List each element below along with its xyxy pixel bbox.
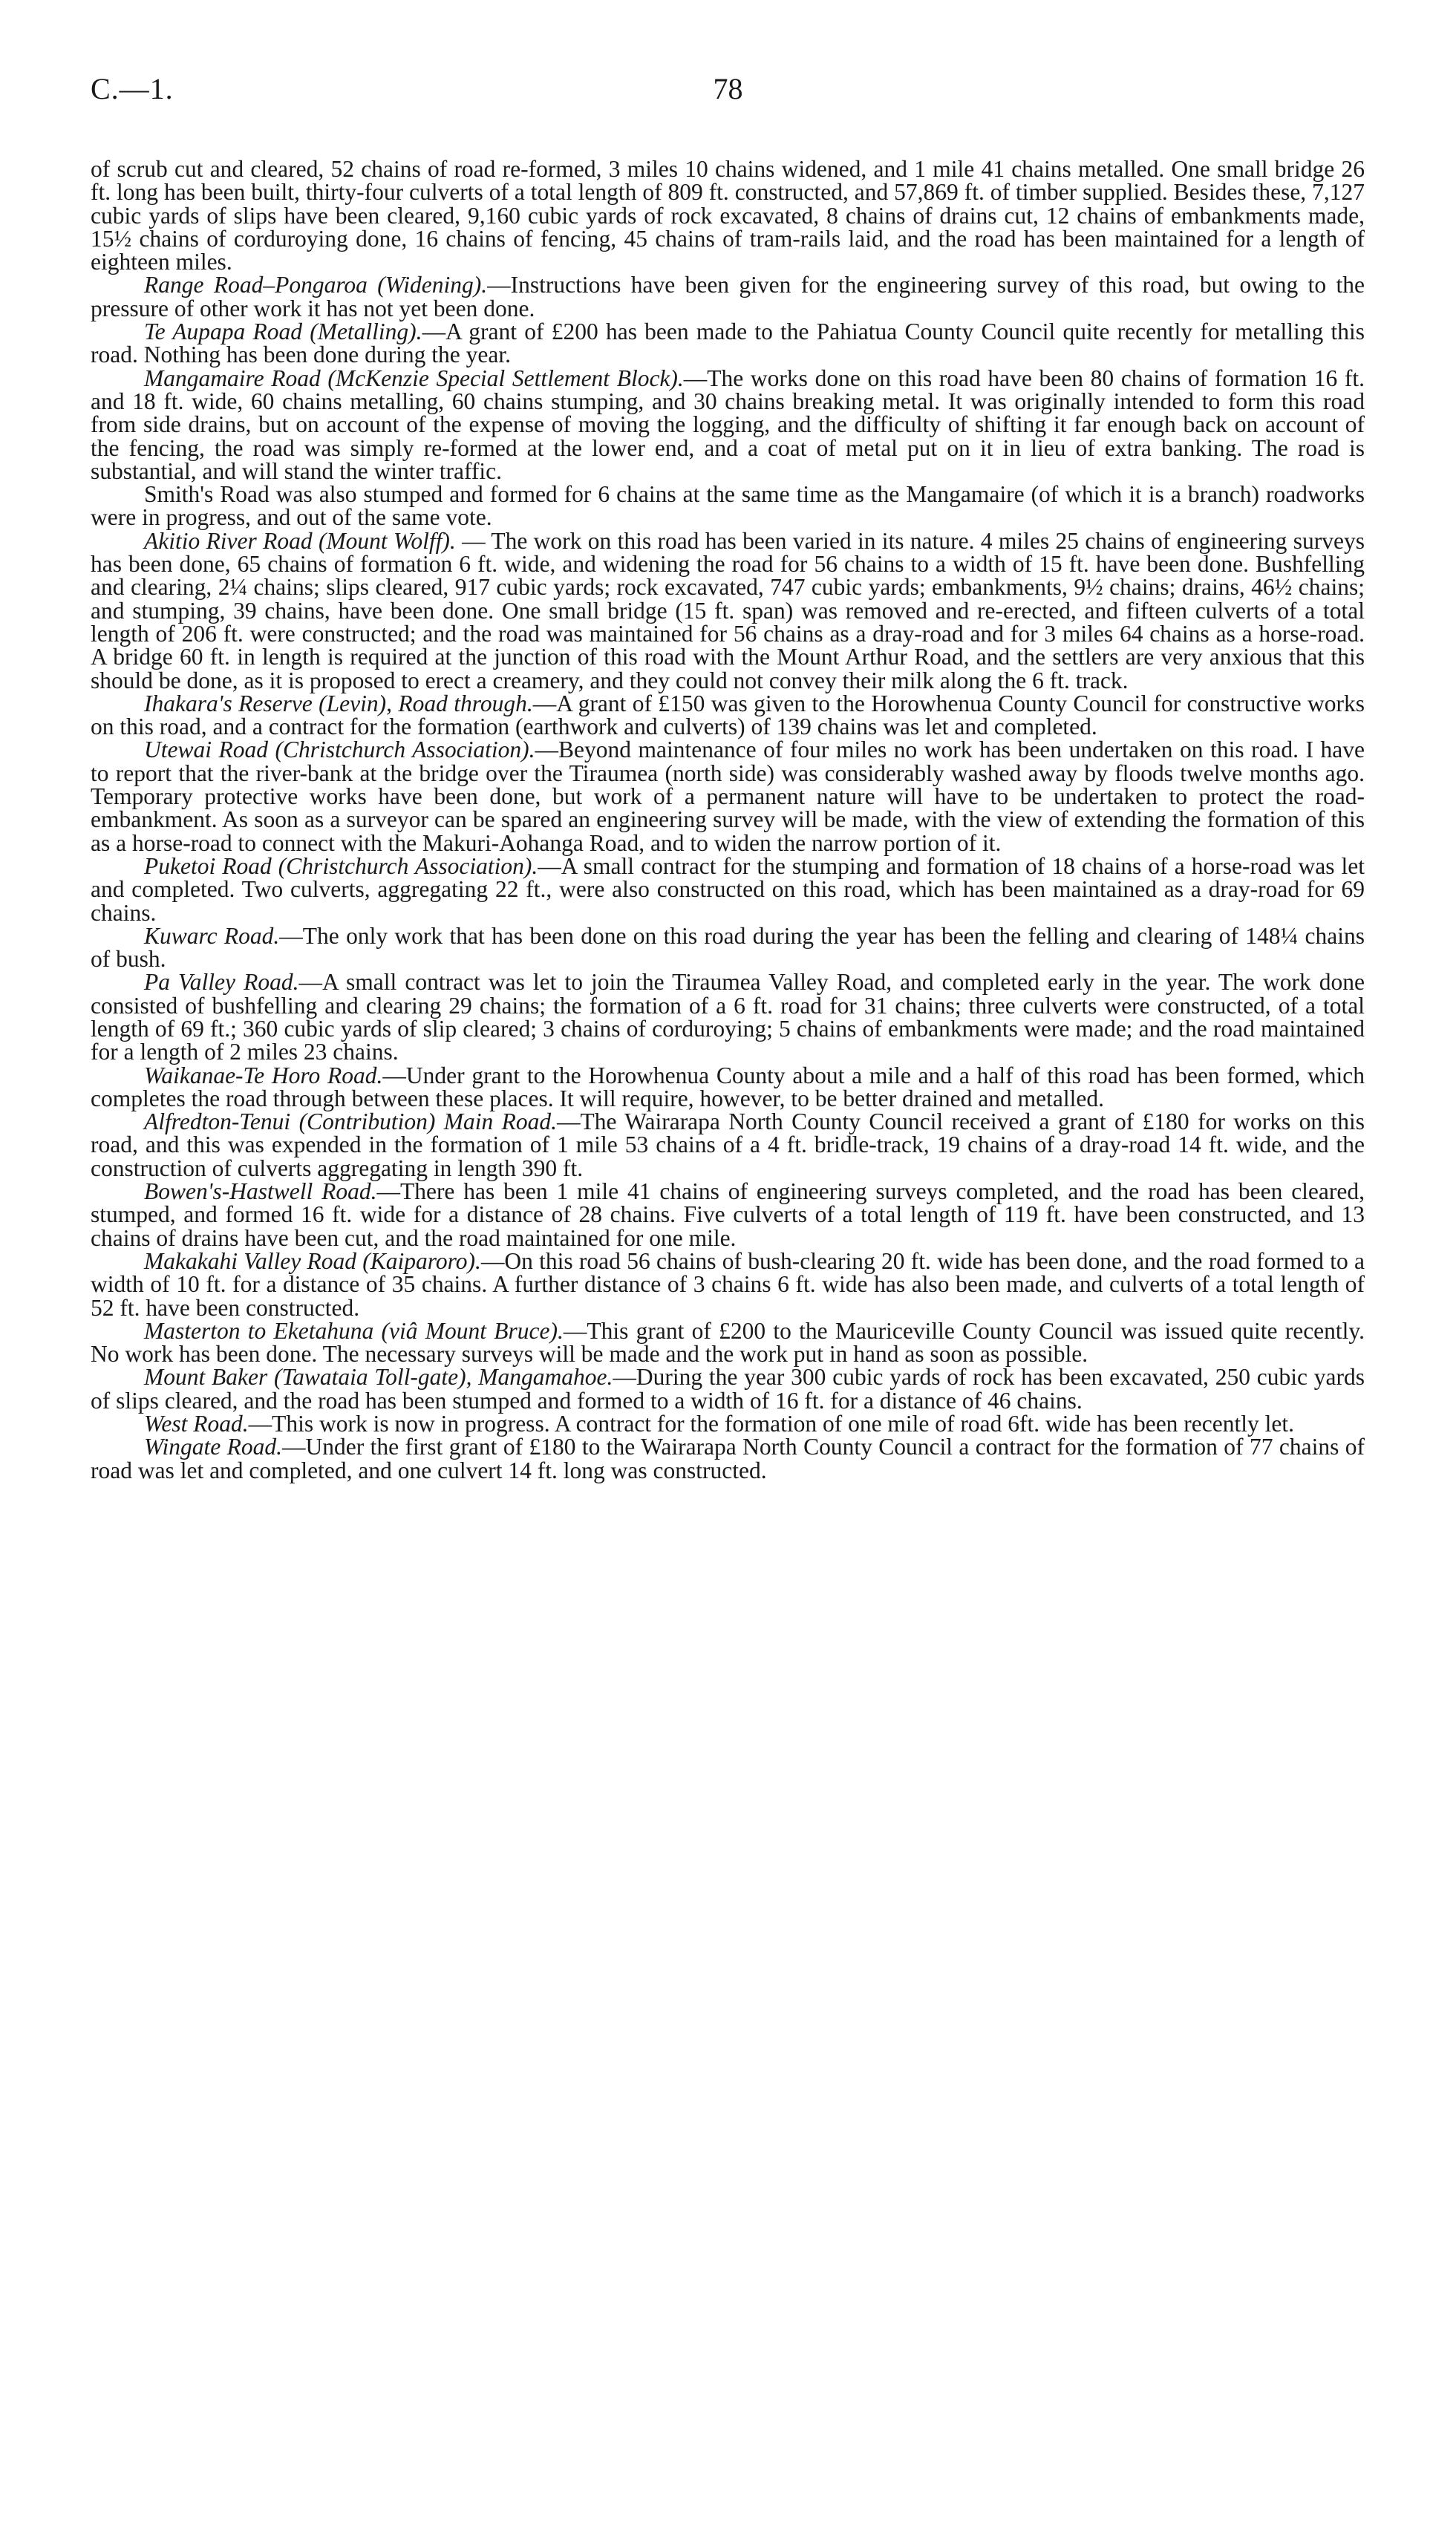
paragraph-text: —This grant of £200 to the Mauriceville County Council was issued quite recently. No work has been done. The necessary surveys will be made and the work put in hand as soon as possible. (91, 1317, 1365, 1368)
paragraph-title: Range Road–Pongaroa (Widening). (144, 272, 488, 298)
paragraph-continuation (91, 157, 1365, 273)
paragraph-title: Akitio River Road (Mount Wolff). (144, 527, 456, 554)
paragraph-text: —The works done on this road have been 80 chains of formation 16 ft. and 18 ft. wide, 60 chains metalling, 60 chains stumping, and 30 chains breaking metal. It was originally intended to form this road from side drains, but on account of the expense of moving the logging, and the difficulty of shifting it far enough back on account of the fencing, the road was simply re-formed at the lower end, and a coat of metal put on it in lieu of extra banking. The road is substantial, and will stand the winter traffic. (91, 365, 1365, 484)
paragraph-title: Wingate Road. (144, 1434, 283, 1460)
paragraph-text: —On this road 56 chains of bush-clearing 20 ft. wide has been done, and the road formed to a width of 10 ft. for a distance of 35 chains. A further distance of 3 chains 6 ft. wide has also been made, and culverts of a total length of 52 ft. have been constructed. (91, 1247, 1365, 1321)
paragraph-text: — The work on this road has been varied in its nature. 4 miles 25 chains of engineering surveys has been done, 65 chains of formation 6 ft. wide, and widening the road for 56 chains to a width of 15 ft. have been done. Bushfelling and clearing, 2¼ chains; slips cleared, 917 cubic yards; rock excavated, 747 cubic yards; embankments, 9½ chains; drains, 46½ chains; and stumping, 39 chains, have been done. One small bridge (15 ft. span) was removed and re-erected, and fifteen culverts of a total length of 206 ft. were constructed; and the road was maintained for 56 chains as a dray-road and for 3 miles 64 chains as a horse-road. A bridge 60 ft. in length is required at the junction of this road with the Mount Arthur Road, and the settlers are very anxious that this should be done, as it is proposed to erect a creamery, and they could not convey their milk along the 6 ft. track. (91, 527, 1365, 693)
paragraph-text: Smith's Road was also stumped and formed for 6 chains at the same time as the Mangamaire (of which it is a branch) roadworks were in progress, and out of the same vote. (91, 481, 1365, 531)
paragraph-title: Ihakara's Reserve (Levin), Road through. (144, 690, 533, 716)
paragraph-title: Kuwarc Road. (144, 922, 280, 949)
paragraph-text: —A small contract for the stumping and formation of 18 chains of a horse-road was let and completed. Two culverts, aggregating 22 ft., were also constructed on this road, which has been maintained as a dray-road for 69 chains. (91, 852, 1365, 926)
paragraph-title: Masterton to Eketahuna (viâ Mount Bruce). (144, 1317, 564, 1344)
paragraph (91, 367, 1365, 483)
paragraph (91, 1110, 1365, 1180)
paragraph-title: Mangamaire Road (McKenzie Special Settlement Block). (144, 365, 684, 391)
paragraph (91, 320, 1365, 367)
paragraph (91, 529, 1365, 692)
paragraph-title: West Road. (144, 1411, 249, 1437)
paragraph-text: —This work is now in progress. A contract for the formation of one mile of road 6ft. wide has been recently let. (248, 1411, 1294, 1437)
paragraph (91, 970, 1365, 1063)
paragraph (91, 1247, 1365, 1321)
page-header (91, 71, 1365, 116)
paragraph-text: —The Wairarapa North County Council received a grant of £180 for works on this road, and this was expended in the formation of 1 mile 53 chains of a 4 ft. bridle-track, 19 chains of a dray-road 14 ft. wide, and the construction of culverts aggregating in length 390 ft. (91, 1108, 1365, 1181)
paragraph (91, 852, 1365, 926)
paragraph-title: Te Aupapa Road (Metalling). (144, 319, 422, 345)
paragraph (91, 1180, 1365, 1250)
paragraph (91, 1412, 1365, 1435)
body-text (91, 157, 1365, 1482)
paragraph (91, 692, 1365, 739)
paragraph-text: —During the year 300 cubic yards of rock has been excavated, 250 cubic yards of slips cleared, and the road has been stumped and formed to a width of 16 ft. for a distance of 46 chains. (91, 1364, 1365, 1414)
paragraph-text: of scrub cut and cleared, 52 chains of road re-formed, 3 miles 10 chains widened, and 1 mile 41 chains metalled. One small bridge 26 ft. long has been built, thirty-four culverts of a total length of 809 ft. constructed, and 57,869 ft. of timber supplied. Besides these, 7,127 cubic yards of slips have been cleared, 9,160 cubic yards of rock excavated, 8 chains of drains cut, 12 chains of embankments made, 15½ chains of corduroying done, 16 chains of fencing, 45 chains of tram-rails laid, and the road has been maintained for a length of eighteen miles. (91, 156, 1365, 275)
parliamentary-paper-reference: C.—1. (91, 72, 174, 105)
paragraph-title: Bowen's-Hastwell Road. (144, 1178, 377, 1205)
paragraph-text: —Beyond maintenance of four miles no work has been undertaken on this road. I have to report that the river-bank at the bridge over the Tiraumea (north side) was considerably washed away by floods twelve months ago. Temporary protective works have been done, but work of a permanent nature will have to be undertaken to protect the road-embankment. As soon as a surveyor can be spared an engineering survey will be made, with the view of extending the formation of this as a horse-road to connect with the Makuri-Aohanga Road, and to widen the narrow portion of it. (91, 737, 1365, 856)
paragraph (91, 1064, 1365, 1111)
paragraph-title: Utewai Road (Christchurch Association). (144, 737, 535, 763)
paragraph (91, 1319, 1365, 1366)
paragraph-text: —A grant of £150 was given to the Horowhenua County Council for constructive works on this road, and a contract for the formation (earthwork and culverts) of 139 chains was let and completed. (91, 690, 1365, 740)
paragraph (91, 1435, 1365, 1482)
paragraph-text: —Instructions have been given for the engineering survey of this road, but owing to the pressure of other work it has not yet been done. (91, 272, 1365, 321)
paragraph-text: —There has been 1 mile 41 chains of engineering surveys completed, and the road has been cleared, stumped, and formed 16 ft. wide for a distance of 28 chains. Five culverts of a total length of 119 ft. have been constructed, and 13 chains of drains have been cut, and the road maintained for one mile. (91, 1178, 1365, 1251)
paragraph (91, 273, 1365, 320)
page-number: 78 (713, 72, 743, 105)
paragraph-title: Pa Valley Road. (144, 969, 299, 996)
paragraph (91, 924, 1365, 971)
paragraph-title: Mount Baker (Tawataia Toll-gate), Mangamahoe. (144, 1364, 613, 1391)
paragraph-text: —A small contract was let to join the Tiraumea Valley Road, and completed early in the year. The work done consisted of bushfelling and clearing 29 chains; the formation of a 6 ft. road for 31 chains; three culverts were constructed, of a total length of 69 ft.; 360 cubic yards of slip cleared; 3 chains of corduroying; 5 chains of embankments were made; and the road maintained for a length of 2 miles 23 chains. (91, 969, 1365, 1065)
paragraph-text: —Under the first grant of £180 to the Wairarapa North County Council a contract for the formation of 77 chains of road was let and completed, and one culvert 14 ft. long was constructed. (91, 1434, 1365, 1483)
paragraph (91, 1365, 1365, 1412)
paragraph-text: —Under grant to the Horowhenua County about a mile and a half of this road has been formed, which completes the road through between these places. It will require, however, to be better drained and metalled. (91, 1062, 1365, 1111)
paragraph-text: —A grant of £200 has been made to the Pahiatua County Council quite recently for metalling this road. Nothing has been done during the year. (91, 319, 1365, 368)
paragraph-title: Alfredton-Tenui (Contribution) Main Road. (144, 1108, 557, 1135)
paragraph (91, 738, 1365, 854)
paragraph-title: Puketoi Road (Christchurch Association). (144, 852, 538, 879)
paragraph-title: Makakahi Valley Road (Kaiparoro). (144, 1247, 481, 1274)
paragraph (91, 483, 1365, 529)
paragraph-title: Waikanae-Te Horo Road. (144, 1062, 383, 1088)
paragraph-text: —The only work that has been done on this road during the year has been the felling and clearing of 148¼ chains of bush. (91, 922, 1365, 973)
